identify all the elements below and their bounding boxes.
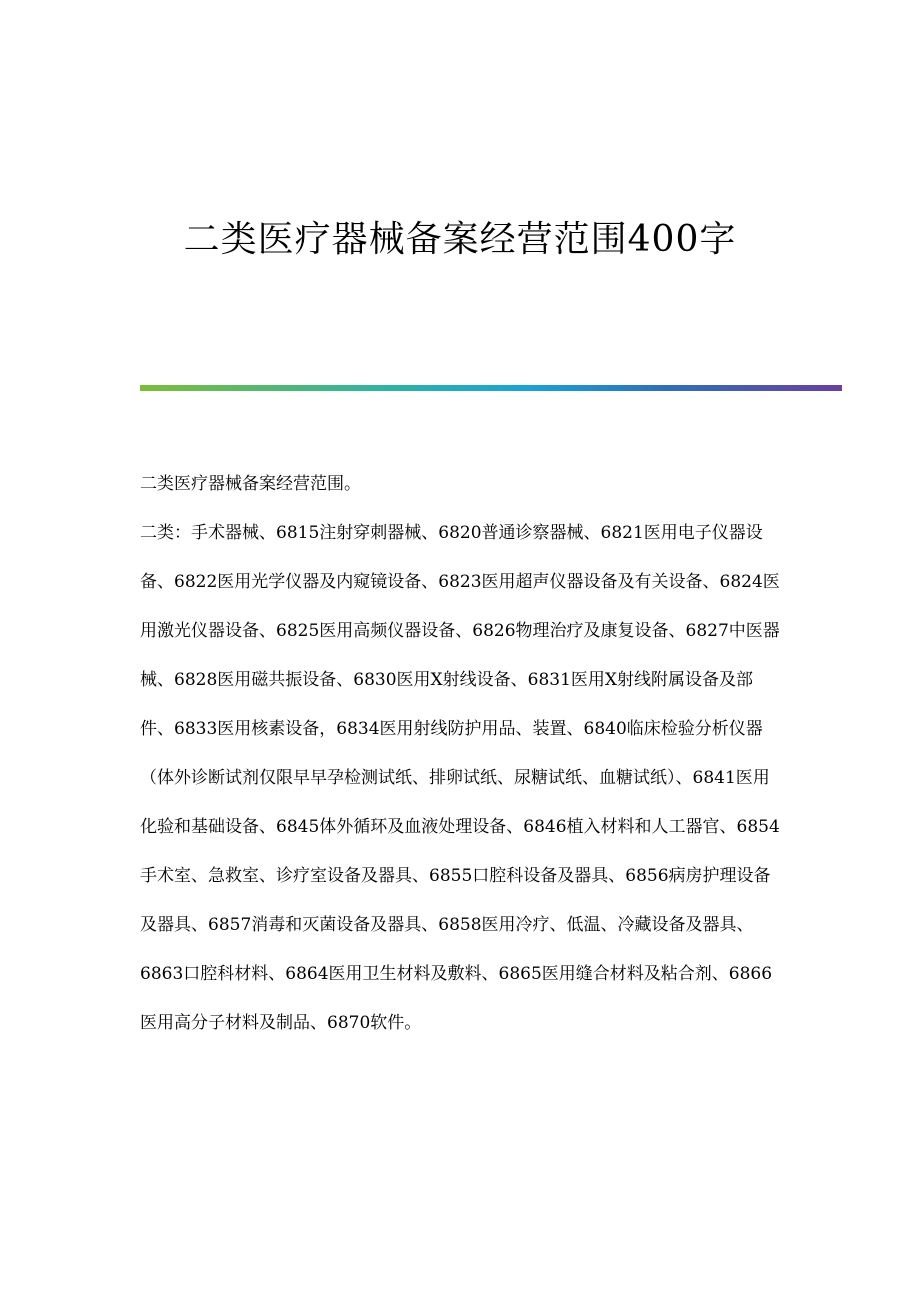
scope-paragraph: 二类：手术器械、6815注射穿刺器械、6820普通诊察器械、6821医用电子仪器设备、6822医用光学仪器及内窥镜设备、6823医用超声仪器设备及有关设备、6824医用激光仪器设备、6825医用高频仪器设备、6826物理治疗及康复设备、6827中医器械、6828医用磁共振设备、6830医用X射线设备、6831医用X射线附属设备及部件、6833医用核素设备，6834医用射线防护用品、装置、6840临床检验分析仪器（体外诊断试剂仅限早早孕检测试纸、排卵试纸、尿糖试纸、血糖试纸）、6841医用化验和基础设备、6845体外循环及血液处理设备、6846植入材料和人工器官、6854手术室、急救室、诊疗室设备及器具、6855口腔科设备及器具、6856病房护理设备及器具、6857消毒和灭菌设备及器具、6858医用冷疗、低温、冷藏设备及器具、6863口腔科材料、6864医用卫生材料及敷料、6865医用缝合材料及粘合剂、6866医用高分子材料及制品、6870软件。 (140, 523, 780, 1033)
page-title: 二类医疗器械备案经营范围400字 (183, 219, 737, 260)
gradient-divider (140, 385, 842, 391)
intro-paragraph: 二类医疗器械备案经营范围。 (140, 474, 361, 494)
document-body (140, 460, 785, 1048)
